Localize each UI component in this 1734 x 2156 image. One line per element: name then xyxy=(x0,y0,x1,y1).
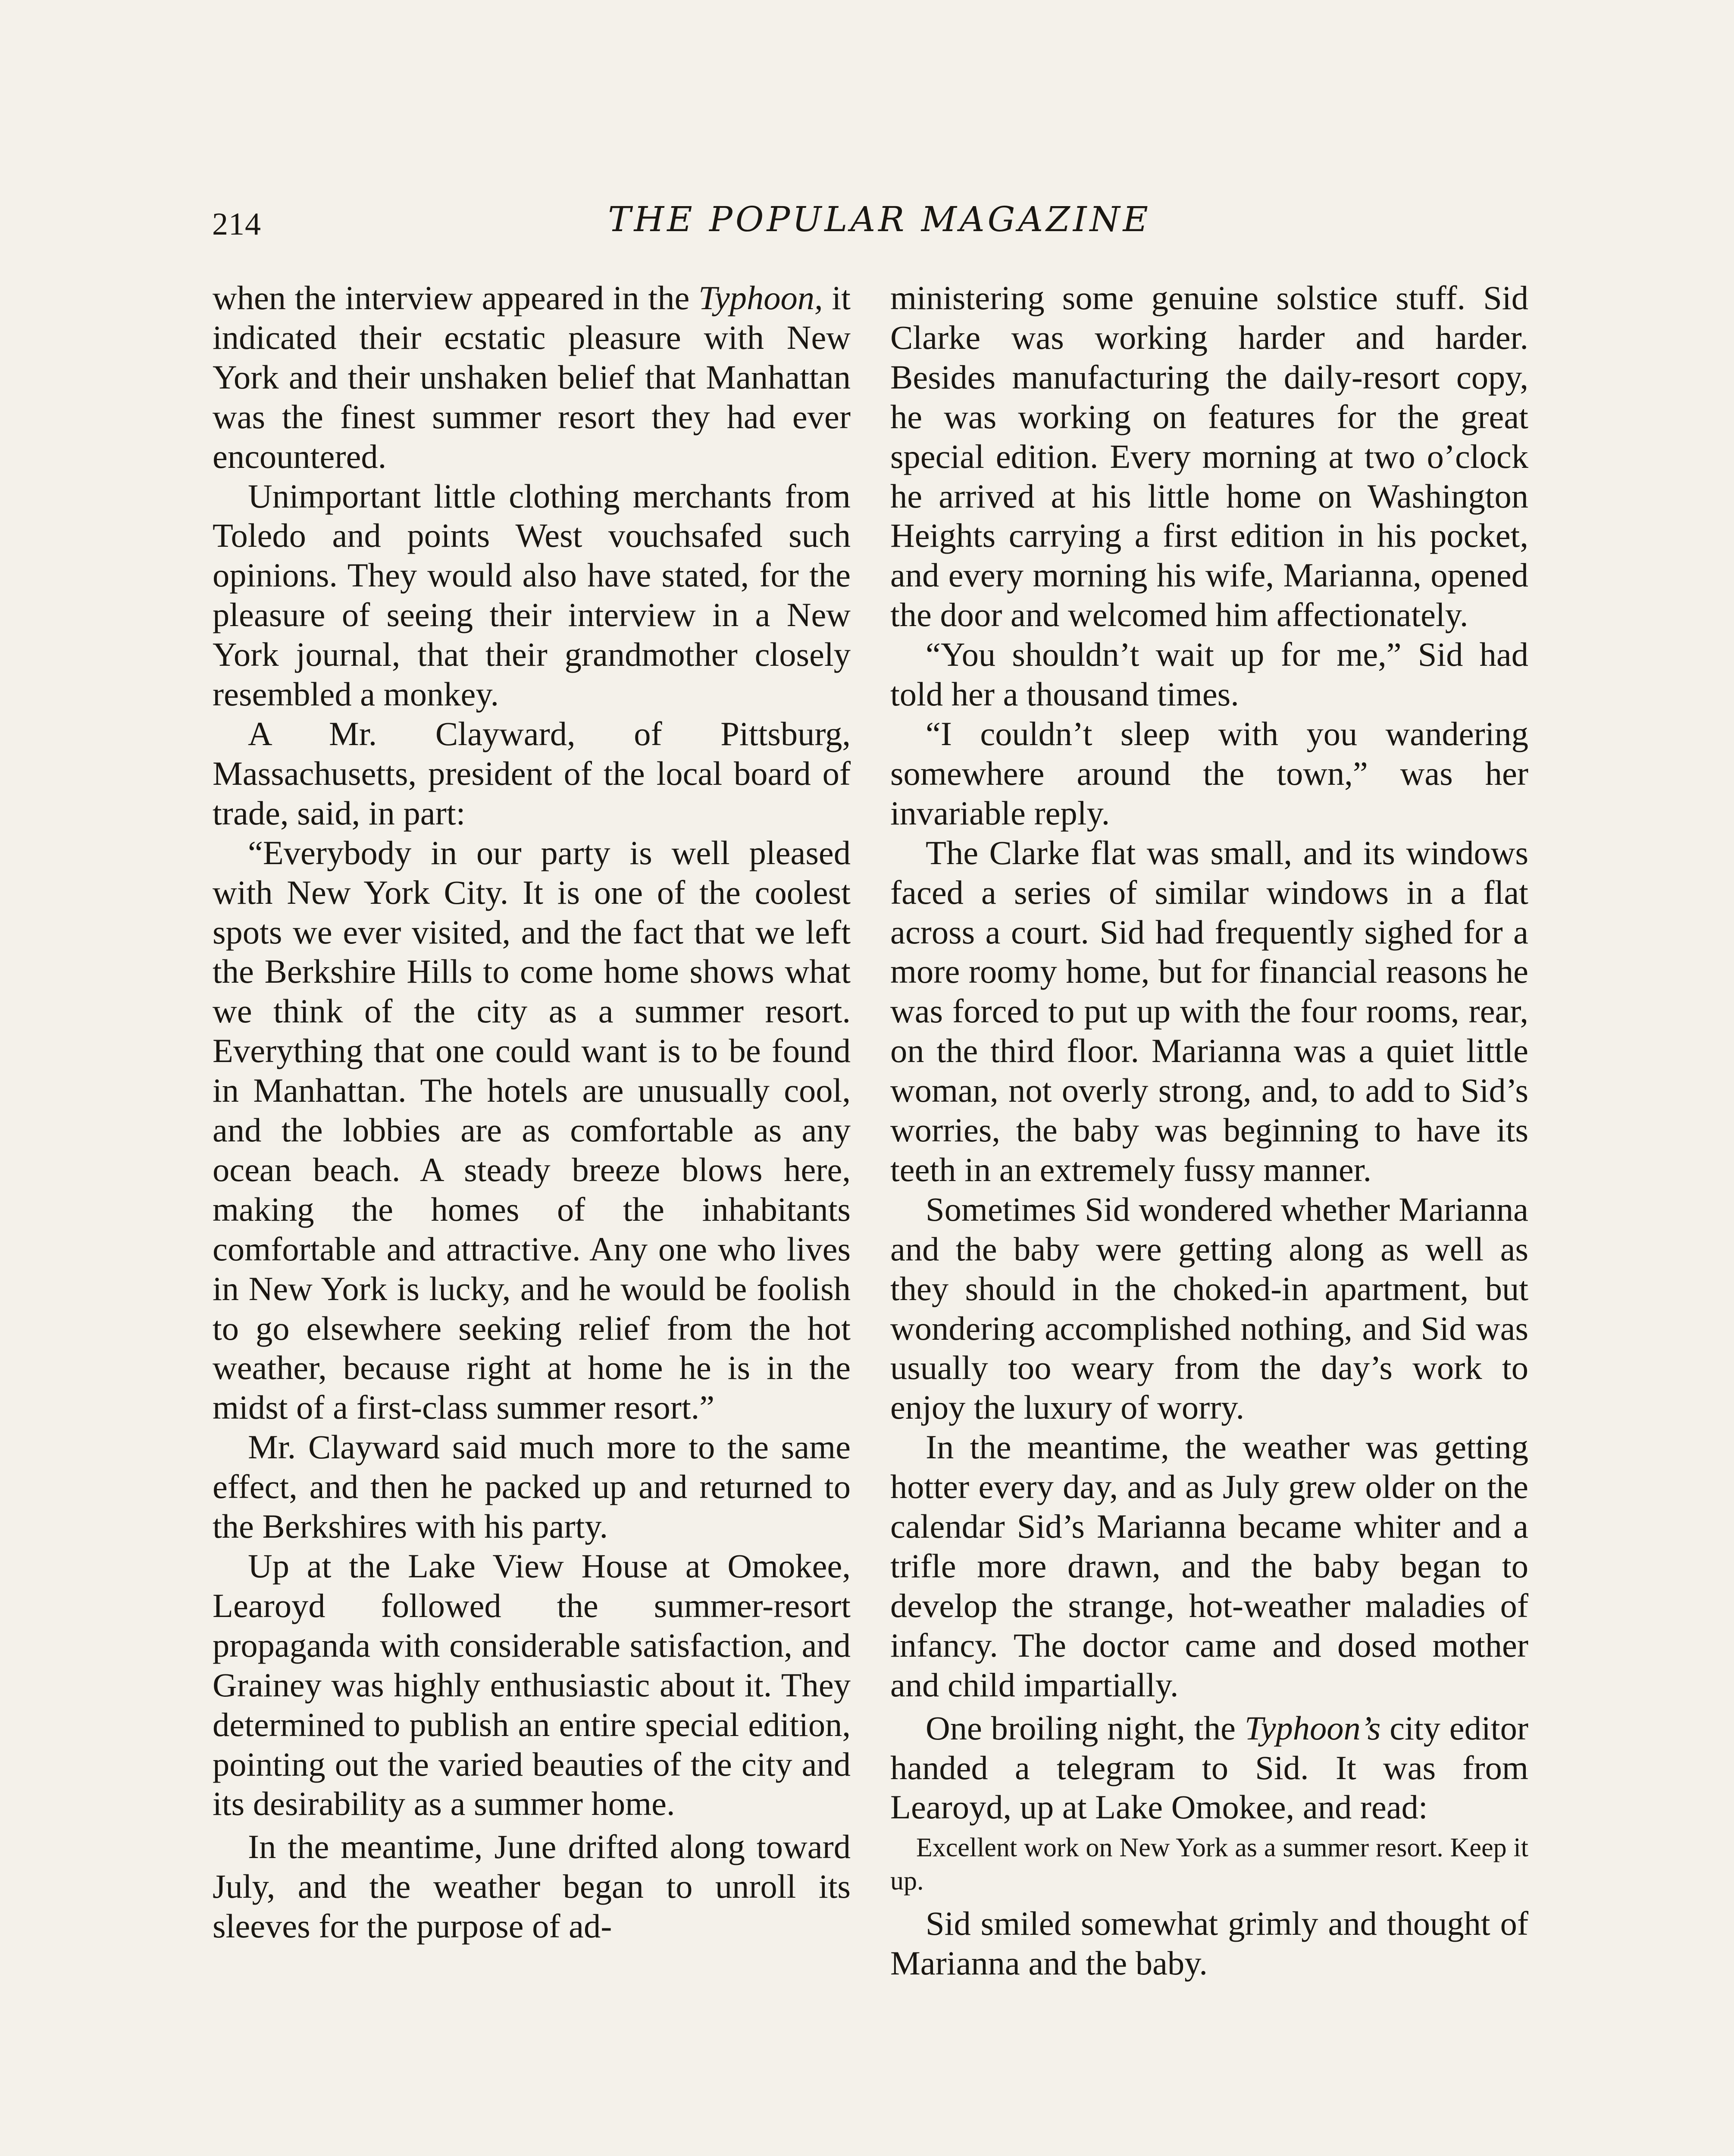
newspaper-name: Typhoon’s xyxy=(1244,1709,1381,1747)
text-run: One broiling night, the xyxy=(926,1709,1245,1747)
newspaper-name: Typhoon, xyxy=(698,279,823,317)
paragraph: Up at the Lake View House at Omokee, Learoyd followed the summer-resort propaganda with considerable satisfaction, and Grainey was highly enthusiastic about it. They determined to publish an entire special edition, pointing out the varied beauties of the city and its desirability as a summer home. xyxy=(213,1547,851,1823)
paragraph: A Mr. Clayward, of Pittsburg, Massachusetts, president of the local board of trade, said, in part: xyxy=(213,714,851,832)
paragraph xyxy=(213,278,851,476)
paragraph: In the meantime, June drifted along toward July, and the weather began to unroll its sleeves for the purpose of ad- xyxy=(213,1828,851,1945)
paragraph: In the meantime, the weather was getting hotter every day, and as July grew older on the calendar Sid’s Marianna became whiter and a trifle more drawn, and the baby began to develop the strange, hot-weather maladies of infancy. The doctor came and dosed mother and child impartially. xyxy=(890,1428,1528,1704)
paragraph: The Clarke flat was small, and its windows faced a series of similar windows in a flat across a court. Sid had frequently sighed for a more roomy home, but for financial reasons he was forced to put up with the four rooms, rear, on the third floor. Marianna was a quiet little woman, not overly strong, and, to add to Sid’s worries, the baby was beginning to have its teeth in an extremely fussy manner. xyxy=(890,834,1528,1188)
paragraph: ministering some genuine solstice stuff. Sid Clarke was working harder and harder. Besides manufacturing the daily-resort copy, he was working on features for the great special edition. Every morning at two o’clock he arrived at his little home on Washington Heights carrying a first edition in his pocket, and every morning his wife, Marianna, opened the door and welcomed him affectionately. xyxy=(890,279,1528,634)
paragraph: “You shouldn’t wait up for me,” Sid had told her a thousand times. xyxy=(890,636,1528,713)
left-column xyxy=(213,278,851,1946)
paragraph: Mr. Clayward said much more to the same effect, and then he packed up and returned to the Berkshires with his party. xyxy=(213,1428,851,1545)
page-number: 214 xyxy=(212,207,261,242)
running-title: THE POPULAR MAGAZINE xyxy=(608,199,1151,239)
paragraph: Sometimes Sid wondered whether Marianna and the baby were getting along as well as they should in the choked-in apartment, but wondering accomplished nothing, and Sid was usually too weary from the day’s work to enjoy the luxury of worry. xyxy=(890,1190,1528,1426)
paragraph: Unimportant little clothing merchants from Toledo and points West vouchsafed such opinions. They would also have stated, for the pleasure of seeing their interview in a New York journal, that their grandmother closely resembled a monkey. xyxy=(213,477,851,713)
text-run: when the interview appeared in the xyxy=(213,279,699,317)
telegram-text: Excellent work on New York as a summer resort. Keep it up. xyxy=(890,1833,1528,1896)
right-column xyxy=(890,278,1528,1983)
text-run: city editor handed a telegram to Sid. It was from Learoyd, up at Lake Omokee, and read: xyxy=(890,1709,1528,1826)
quote-paragraph: “Everybody in our party is well pleased with New York City. It is one of the coolest spots we ever visited, and the fact that we left the Berkshire Hills to come home shows what we think of the city as a summer resort. Everything that one could want is to be found in Manhattan. The hotels are unusually cool, and the lobbies are as comfortable as any ocean beach. A steady breeze blows here, making the homes of the inhabitants comfortable and attractive. Any one who lives in New York is lucky, and he would be foolish to go elsewhere seeking relief from the hot weather, because right at home he is in the midst of a first-class summer resort.” xyxy=(213,834,851,1426)
paragraph: Sid smiled somewhat grimly and thought of Marianna and the baby. xyxy=(890,1905,1528,1982)
paragraph: “I couldn’t sleep with you wandering somewhere around the town,” was her invariable reply. xyxy=(890,714,1528,832)
text-run: it indicated their ecstatic pleasure with New York and their unshaken belief that Manhattan was the finest summer resort they had ever encountered. xyxy=(213,279,851,475)
paragraph xyxy=(890,1708,1528,1827)
